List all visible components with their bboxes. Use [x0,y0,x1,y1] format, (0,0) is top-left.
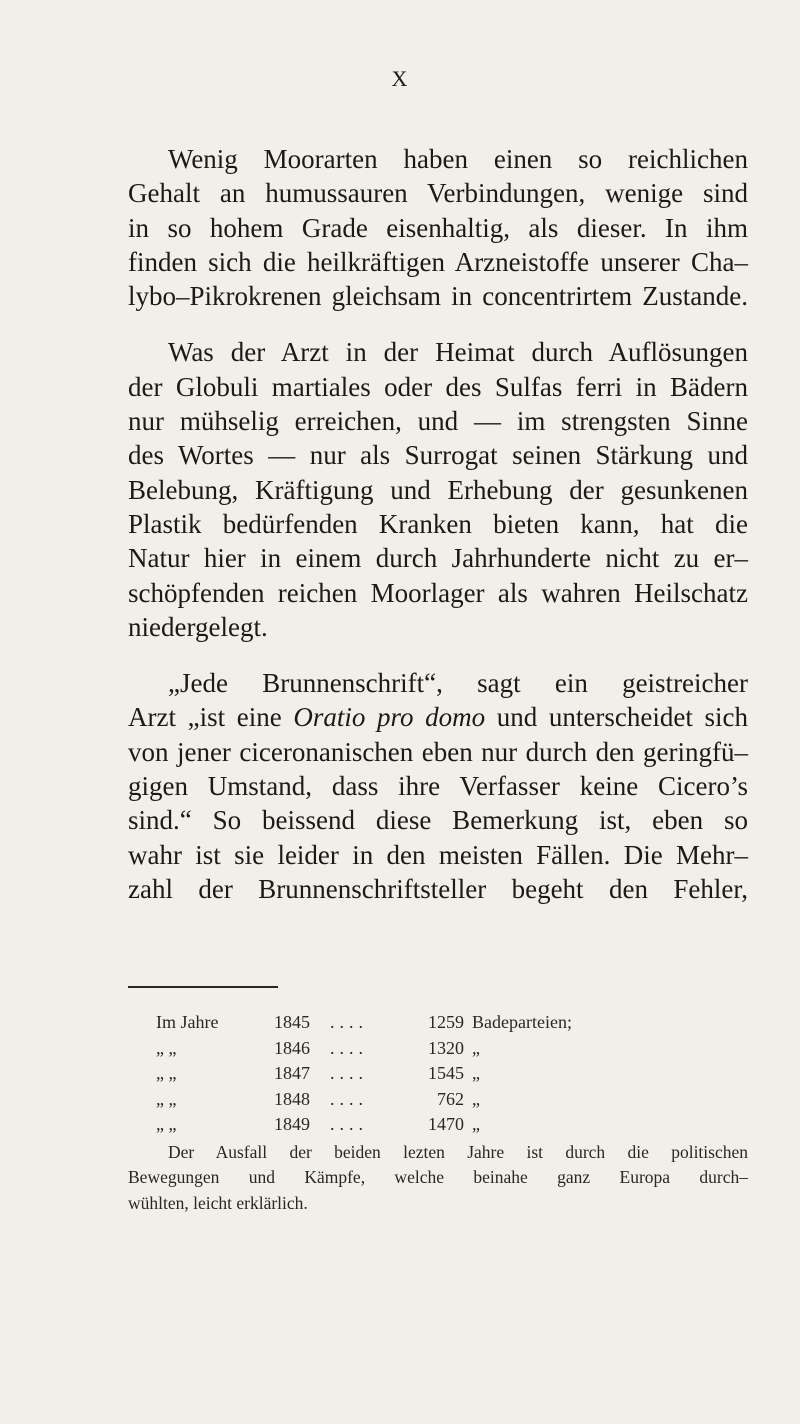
text-line: des Wortes — nur als Surrogat seinen Stärkung und [128,440,748,471]
text-line: zahl der Brunnenschriftsteller begeht den Fehler, [128,873,748,904]
footnote [128,1010,748,1216]
table-row [144,1087,572,1113]
text-line: gigen Umstand, dass ihre Verfasser keine Cicero’s [128,771,748,802]
text-line: nur mühselig erreichen, und — im strengsten Sinne [128,406,748,437]
table-row [144,1112,572,1138]
text-line: Belebung, Kräftigung und Erhebung der gesunkenen [128,474,748,505]
text-line: niedergelegt. [128,611,268,642]
row-label: „ „ [156,1114,177,1134]
note-line: Der Ausfall der beiden lezten Jahre ist durch die politischen [168,1141,748,1162]
row-label: „ „ [156,1063,177,1083]
text-line: in so hohem Grade eisenhaltig, als dieser. In ihm [128,212,748,243]
main-text [128,142,748,906]
note-line: wühlten, leicht erklärlich. [128,1192,308,1213]
row-dots: .... [330,1088,368,1109]
latin-phrase: Oratio pro domo [293,702,486,733]
text-line: von jener ciceronanischen eben nur durch den geringfü– [128,736,748,767]
row-value: 762 [437,1088,464,1109]
row-year: 1846 [274,1037,310,1058]
row-unit: „ [472,1037,480,1058]
text-line: finden sich die heilkräftigen Arzneistoffe unserer Cha– [128,246,748,277]
page-number: X [391,66,409,91]
text-line [128,700,748,734]
row-dots: .... [330,1114,368,1134]
row-unit: „ [472,1063,480,1083]
text-run: Arzt „ist eine [128,702,294,733]
row-value: 1320 [428,1037,464,1058]
text-line: Gehalt an humussauren Verbindungen, wenige sind [128,178,748,209]
text-run: und unterscheidet sich [485,702,748,733]
text-line: lybo–Pikrokrenen gleichsam in concentrirtem Zustande. [128,281,748,312]
text-line: Wenig Moorarten haben einen so reichlichen [168,144,748,174]
row-unit: „ [472,1088,480,1109]
table-row [144,1036,572,1062]
row-dots: .... [330,1037,368,1058]
row-value: 1259 [428,1012,464,1032]
row-label: „ „ [156,1037,177,1058]
text-line: wahr ist sie leider in den meisten Fällen. Die Mehr– [128,839,748,870]
row-label: „ „ [156,1088,177,1109]
table-row [144,1010,572,1036]
footnote-divider [128,986,278,988]
row-year: 1849 [274,1114,310,1134]
table-row [144,1061,572,1087]
paragraph-2 [128,335,748,644]
paragraph-3 [128,666,748,906]
text-line: schöpfenden reichen Moorlager als wahren Heilschatz [128,577,748,608]
row-dots: .... [330,1063,368,1083]
text-line: sind.“ So beissend diese Bemerkung ist, eben so [128,805,748,836]
row-year: 1847 [274,1063,310,1083]
row-unit: „ [472,1114,480,1134]
row-label: Im Jahre [156,1012,219,1032]
row-unit: Badeparteien; [472,1012,572,1032]
note-line: Bewegungen und Kämpfe, welche beinahe ganz Europa durch– [128,1167,748,1187]
row-year: 1845 [274,1012,310,1032]
text-line: „Jede Brunnenschrift“, sagt ein geistreicher [168,668,748,699]
footnote-table [144,1010,572,1138]
text-line: der Globuli martiales oder des Sulfas ferri in Bädern [128,371,748,402]
footnote-note [128,1140,748,1217]
row-dots: .... [330,1012,368,1032]
text-line: Was der Arzt in der Heimat durch Auflösungen [168,337,748,368]
paragraph-1 [128,142,748,313]
row-year: 1848 [274,1088,310,1109]
text-line: Plastik bedürfenden Kranken bieten kann, hat die [128,508,748,539]
row-value: 1545 [428,1063,464,1083]
text-line: Natur hier in einem durch Jahrhunderte nicht zu er– [128,543,748,574]
row-value: 1470 [428,1114,464,1134]
